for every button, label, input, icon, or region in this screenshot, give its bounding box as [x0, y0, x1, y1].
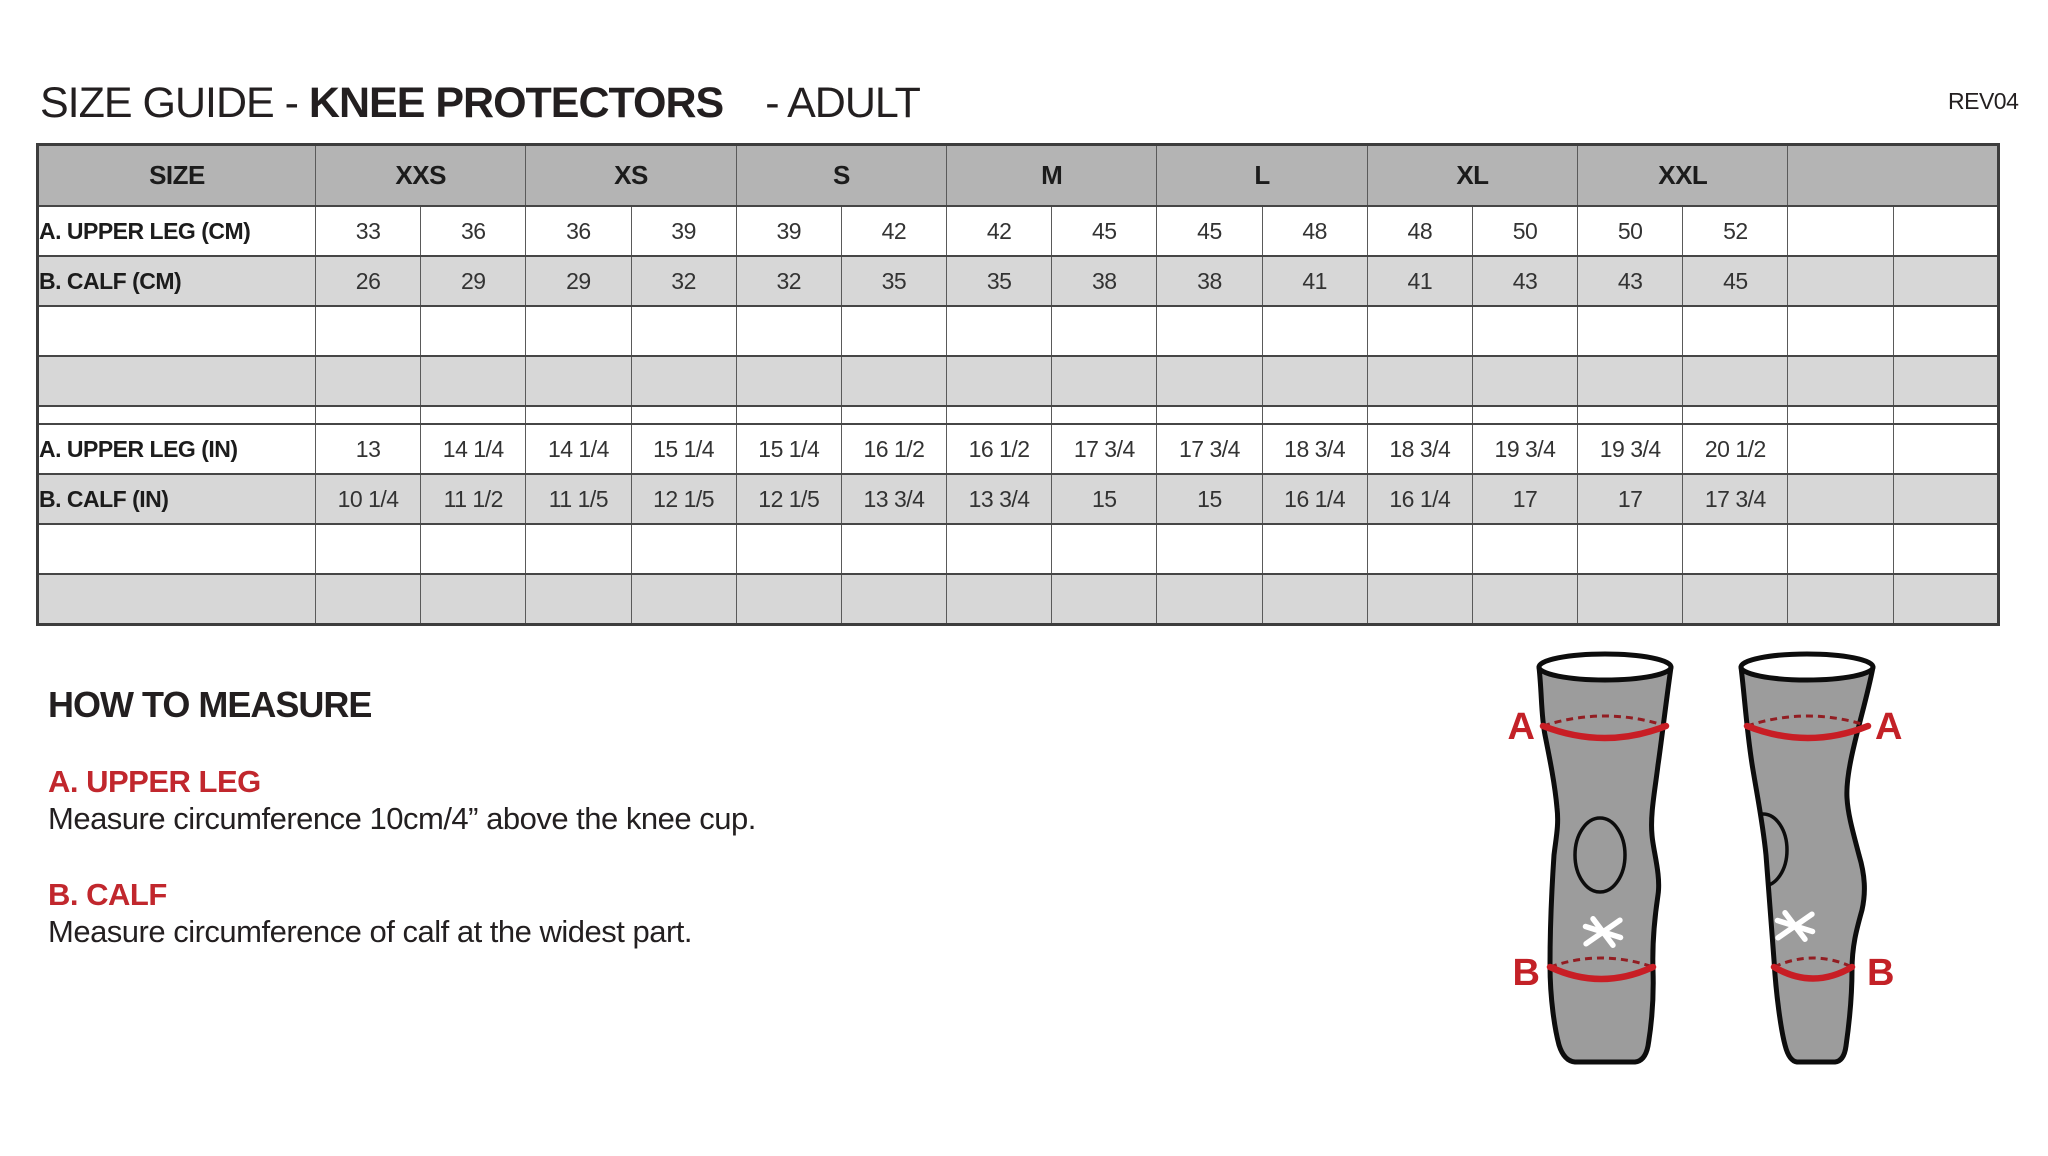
table-row — [38, 206, 1999, 256]
value-cell — [841, 306, 946, 356]
value-cell: 20 1/2 — [1683, 424, 1788, 474]
leg-front-illustration — [1508, 654, 1671, 1062]
size-group-header: L — [1157, 145, 1367, 207]
value-cell: 36 — [421, 206, 526, 256]
value-cell: 14 1/4 — [526, 424, 631, 474]
value-cell — [1578, 356, 1683, 406]
value-cell — [1367, 524, 1472, 574]
value-cell: 17 — [1578, 474, 1683, 524]
value-cell: 33 — [316, 206, 421, 256]
table-row — [38, 306, 1999, 356]
value-cell — [1788, 356, 1893, 406]
value-cell — [526, 406, 631, 424]
value-cell — [1893, 574, 1998, 625]
value-cell: 29 — [421, 256, 526, 306]
value-cell — [841, 574, 946, 625]
value-cell: 52 — [1683, 206, 1788, 256]
value-cell — [1788, 574, 1893, 625]
value-cell — [947, 306, 1052, 356]
value-cell — [1788, 206, 1893, 256]
value-cell: 16 1/4 — [1262, 474, 1367, 524]
value-cell: 11 1/5 — [526, 474, 631, 524]
page-title-audience: - ADULT — [765, 79, 920, 127]
value-cell — [947, 574, 1052, 625]
value-cell — [841, 524, 946, 574]
value-cell — [1262, 356, 1367, 406]
value-cell: 18 3/4 — [1262, 424, 1367, 474]
value-cell — [1157, 524, 1262, 574]
value-cell — [841, 406, 946, 424]
value-cell — [316, 306, 421, 356]
value-cell — [736, 574, 841, 625]
value-cell: 45 — [1683, 256, 1788, 306]
revision-label: REV04 — [1948, 88, 2019, 114]
value-cell: 50 — [1578, 206, 1683, 256]
value-cell — [421, 524, 526, 574]
value-cell: 32 — [736, 256, 841, 306]
value-cell: 15 1/4 — [736, 424, 841, 474]
value-cell — [526, 524, 631, 574]
label-b-left: B — [1512, 952, 1540, 994]
value-cell: 19 3/4 — [1472, 424, 1577, 474]
value-cell — [1683, 306, 1788, 356]
value-cell: 26 — [316, 256, 421, 306]
value-cell: 39 — [631, 206, 736, 256]
value-cell: 15 — [1157, 474, 1262, 524]
value-cell: 19 3/4 — [1578, 424, 1683, 474]
value-cell — [1788, 256, 1893, 306]
value-cell — [841, 356, 946, 406]
row-label-cell: B. CALF (CM) — [38, 256, 316, 306]
value-cell: 35 — [947, 256, 1052, 306]
row-label-cell — [38, 306, 316, 356]
value-cell — [631, 406, 736, 424]
value-cell — [1157, 406, 1262, 424]
value-cell — [1578, 306, 1683, 356]
value-cell: 13 — [316, 424, 421, 474]
value-cell — [1262, 306, 1367, 356]
value-cell: 14 1/4 — [421, 424, 526, 474]
value-cell: 13 3/4 — [947, 474, 1052, 524]
value-cell: 36 — [526, 206, 631, 256]
value-cell — [1367, 306, 1472, 356]
value-cell — [421, 306, 526, 356]
row-label-cell — [38, 406, 316, 424]
upper-leg-section-body: Measure circumference 10cm/4” above the knee cup. — [48, 801, 756, 836]
value-cell: 42 — [841, 206, 946, 256]
value-cell — [1052, 524, 1157, 574]
value-cell: 48 — [1367, 206, 1472, 256]
value-cell — [1683, 574, 1788, 625]
value-cell — [421, 574, 526, 625]
value-cell — [1367, 356, 1472, 406]
calf-section-body: Measure circumference of calf at the widest part. — [48, 914, 693, 949]
value-cell — [1893, 256, 1998, 306]
value-cell — [736, 524, 841, 574]
value-cell — [1788, 306, 1893, 356]
value-cell — [1367, 406, 1472, 424]
size-group-header: S — [736, 145, 946, 207]
size-group-header: M — [947, 145, 1157, 207]
value-cell — [1893, 306, 1998, 356]
value-cell — [1788, 474, 1893, 524]
value-cell — [1893, 474, 1998, 524]
value-cell — [1472, 574, 1577, 625]
row-label-cell — [38, 524, 316, 574]
label-b-right: B — [1867, 952, 1895, 994]
row-label-cell — [38, 356, 316, 406]
value-cell — [1052, 306, 1157, 356]
value-cell: 32 — [631, 256, 736, 306]
value-cell — [526, 356, 631, 406]
value-cell: 12 1/5 — [631, 474, 736, 524]
value-cell — [1052, 406, 1157, 424]
value-cell: 45 — [1052, 206, 1157, 256]
size-group-header: XL — [1367, 145, 1577, 207]
label-a-right: A — [1875, 706, 1903, 748]
calf-section-heading: B. CALF — [48, 877, 167, 912]
value-cell — [1893, 406, 1998, 424]
value-cell: 17 3/4 — [1052, 424, 1157, 474]
value-cell — [1683, 524, 1788, 574]
size-group-header — [1788, 145, 1998, 207]
value-cell — [947, 356, 1052, 406]
value-cell — [736, 406, 841, 424]
value-cell — [1893, 424, 1998, 474]
value-cell — [526, 306, 631, 356]
leg-side-opening — [1741, 654, 1873, 680]
value-cell: 43 — [1578, 256, 1683, 306]
page-title-product: KNEE PROTECTORS — [308, 79, 724, 127]
value-cell — [1157, 574, 1262, 625]
how-to-measure-heading: HOW TO MEASURE — [48, 684, 372, 725]
value-cell: 16 1/2 — [841, 424, 946, 474]
table-row — [38, 256, 1999, 306]
value-cell: 17 3/4 — [1683, 474, 1788, 524]
size-column-header: SIZE — [38, 145, 316, 207]
value-cell — [526, 574, 631, 625]
value-cell: 29 — [526, 256, 631, 306]
value-cell: 39 — [736, 206, 841, 256]
value-cell — [1472, 406, 1577, 424]
value-cell — [1472, 306, 1577, 356]
leg-side-illustration — [1739, 654, 1902, 1062]
value-cell — [1788, 406, 1893, 424]
label-a-left: A — [1507, 706, 1535, 748]
value-cell: 18 3/4 — [1367, 424, 1472, 474]
table-row — [38, 356, 1999, 406]
value-cell — [631, 356, 736, 406]
value-cell — [316, 406, 421, 424]
value-cell: 50 — [1472, 206, 1577, 256]
value-cell — [631, 306, 736, 356]
value-cell: 11 1/2 — [421, 474, 526, 524]
leg-front-outline — [1539, 667, 1671, 1062]
value-cell — [1893, 356, 1998, 406]
value-cell — [1578, 524, 1683, 574]
value-cell: 48 — [1262, 206, 1367, 256]
value-cell — [631, 574, 736, 625]
table-row — [38, 524, 1999, 574]
size-group-header: XS — [526, 145, 736, 207]
value-cell: 38 — [1052, 256, 1157, 306]
value-cell — [1893, 524, 1998, 574]
value-cell: 15 — [1052, 474, 1157, 524]
size-group-header: XXL — [1578, 145, 1788, 207]
value-cell: 43 — [1472, 256, 1577, 306]
value-cell: 13 3/4 — [841, 474, 946, 524]
value-cell — [1052, 356, 1157, 406]
value-cell — [1367, 574, 1472, 625]
value-cell — [736, 356, 841, 406]
value-cell — [1683, 406, 1788, 424]
value-cell — [1893, 206, 1998, 256]
value-cell — [1262, 524, 1367, 574]
value-cell — [1578, 574, 1683, 625]
value-cell — [1788, 524, 1893, 574]
row-label-cell: A. UPPER LEG (IN) — [38, 424, 316, 474]
value-cell — [947, 406, 1052, 424]
value-cell: 45 — [1157, 206, 1262, 256]
value-cell — [1788, 424, 1893, 474]
value-cell: 16 1/2 — [947, 424, 1052, 474]
value-cell: 15 1/4 — [631, 424, 736, 474]
value-cell: 12 1/5 — [736, 474, 841, 524]
size-table-header-row — [38, 145, 1999, 207]
row-label-cell: B. CALF (IN) — [38, 474, 316, 524]
value-cell: 42 — [947, 206, 1052, 256]
value-cell — [1157, 306, 1262, 356]
value-cell: 16 1/4 — [1367, 474, 1472, 524]
value-cell — [316, 524, 421, 574]
table-row — [38, 474, 1999, 524]
value-cell — [1262, 574, 1367, 625]
row-label-cell: A. UPPER LEG (CM) — [38, 206, 316, 256]
upper-leg-section-heading: A. UPPER LEG — [48, 764, 261, 799]
leg-front-opening — [1539, 654, 1671, 680]
size-group-header: XXS — [316, 145, 526, 207]
table-row — [38, 424, 1999, 474]
value-cell: 17 — [1472, 474, 1577, 524]
value-cell — [947, 524, 1052, 574]
table-row — [38, 574, 1999, 625]
value-cell — [421, 356, 526, 406]
value-cell: 41 — [1262, 256, 1367, 306]
size-table — [36, 143, 2000, 626]
value-cell: 38 — [1157, 256, 1262, 306]
value-cell — [421, 406, 526, 424]
value-cell — [1578, 406, 1683, 424]
value-cell — [1157, 356, 1262, 406]
legs-measurement-diagram — [1495, 640, 1965, 1090]
row-label-cell — [38, 574, 316, 625]
page-title-prefix: SIZE GUIDE - — [40, 79, 309, 127]
value-cell: 10 1/4 — [316, 474, 421, 524]
value-cell — [1472, 356, 1577, 406]
value-cell — [1472, 524, 1577, 574]
value-cell: 41 — [1367, 256, 1472, 306]
value-cell: 35 — [841, 256, 946, 306]
value-cell — [316, 574, 421, 625]
value-cell — [1683, 356, 1788, 406]
value-cell — [631, 524, 736, 574]
value-cell — [1262, 406, 1367, 424]
size-table-container — [36, 143, 2000, 626]
page-title — [40, 79, 920, 128]
value-cell — [1052, 574, 1157, 625]
value-cell — [736, 306, 841, 356]
value-cell: 17 3/4 — [1157, 424, 1262, 474]
table-row — [38, 406, 1999, 424]
value-cell — [316, 356, 421, 406]
leg-side-outline — [1741, 667, 1873, 1062]
